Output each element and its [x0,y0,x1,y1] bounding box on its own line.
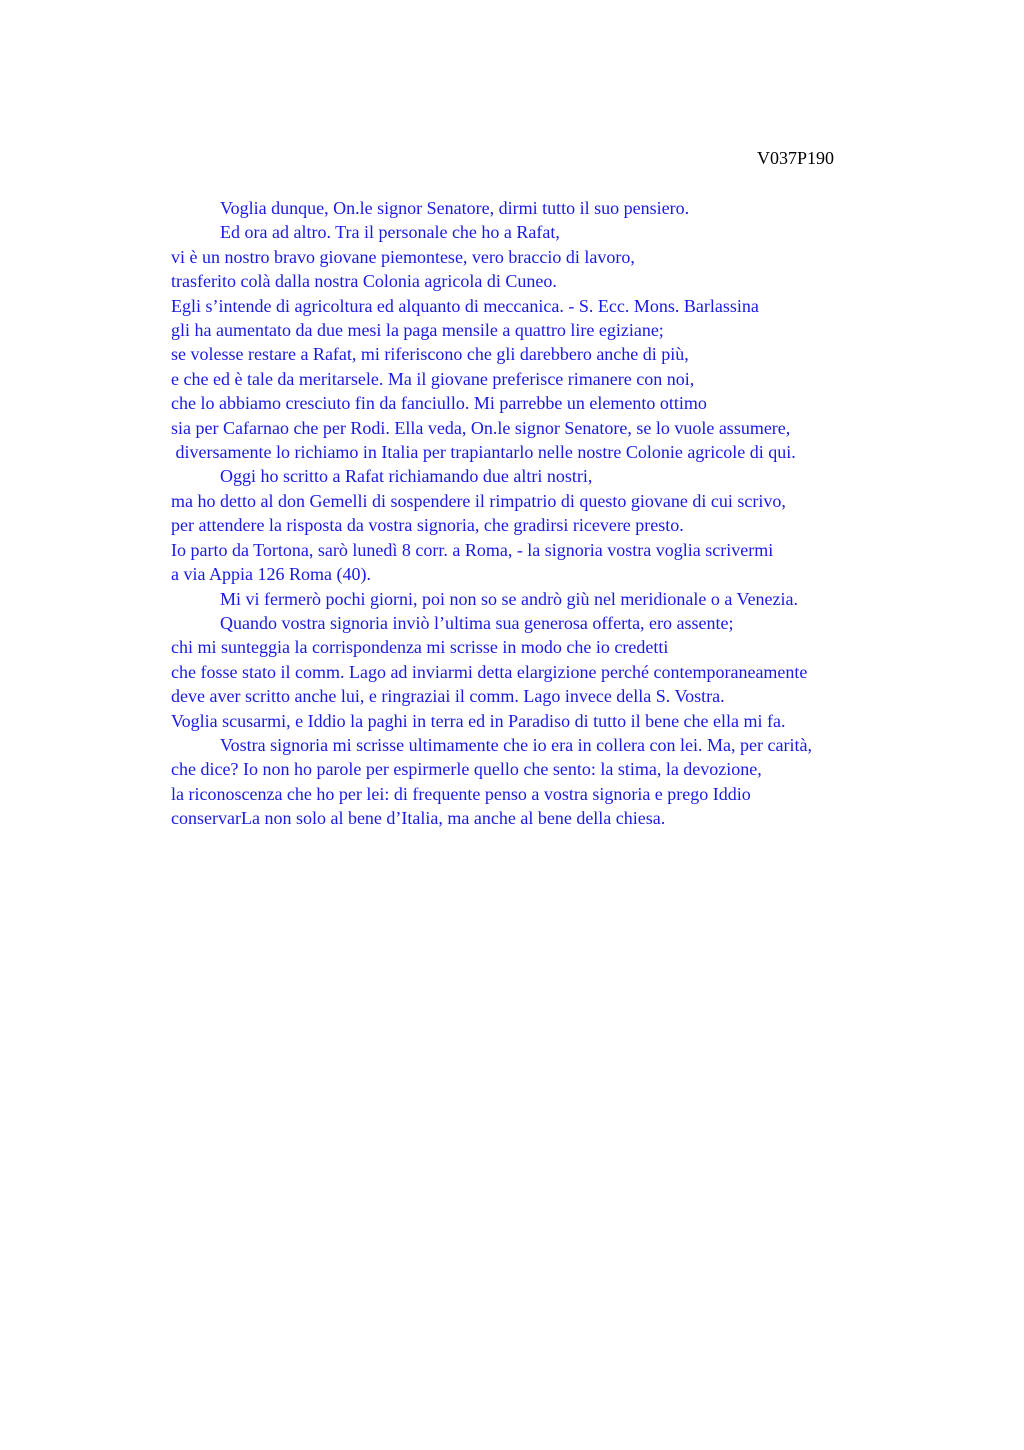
text-line: e che ed è tale da meritarsele. Ma il giovane preferisce rimanere con noi, [171,368,695,389]
text-line: conservarLa non solo al bene d’Italia, ma anche al bene della chiesa. [171,808,666,829]
text-line: per attendere la risposta da vostra signoria, che gradirsi ricevere presto. [171,515,684,536]
letter-body [171,196,931,831]
text-line: Io parto da Tortona, sarò lunedì 8 corr. a Roma, - la signoria vostra voglia scrivermi [171,539,774,560]
text-line: Mi vi fermerò pochi giorni, poi non so se andrò giù nel meridionale o a Venezia. [220,588,799,609]
text-line: vi è un nostro bravo giovane piemontese, vero braccio di lavoro, [171,246,635,267]
text-line: sia per Cafarnao che per Rodi. Ella veda, On.le signor Senatore, se lo vuole assumere, [171,417,791,438]
page-identifier: V037P190 [757,148,835,168]
text-line: Vostra signoria mi scrisse ultimamente che io era in collera con lei. Ma, per carità, [220,734,812,755]
text-line: a via Appia 126 Roma (40). [171,564,371,585]
text-line: Quando vostra signoria inviò l’ultima sua generosa offerta, ero assente; [220,612,734,633]
text-line: Voglia scusarmi, e Iddio la paghi in terra ed in Paradiso di tutto il bene che ella mi fa. [171,710,786,731]
text-line: che dice? Io non ho parole per espirmerle quello che sento: la stima, la devozione, [171,759,762,780]
text-line: la riconoscenza che ho per lei: di frequente penso a vostra signoria e prego Iddio [171,783,751,804]
text-line: se volesse restare a Rafat, mi riferiscono che gli darebbero anche di più, [171,344,689,365]
text-line: gli ha aumentato da due mesi la paga mensile a quattro lire egiziane; [171,320,664,341]
text-line: chi mi sunteggia la corrispondenza mi scrisse in modo che io credetti [171,637,669,658]
text-line: Oggi ho scritto a Rafat richiamando due altri nostri, [220,466,593,487]
text-line: deve aver scritto anche lui, e ringraziai il comm. Lago invece della S. Vostra. [171,686,725,707]
text-line: che fosse stato il comm. Lago ad inviarmi detta elargizione perché contemporaneamente [171,661,808,682]
text-line: diversamente lo richiamo in Italia per trapiantarlo nelle nostre Colonie agricole di qui. [171,442,796,463]
text-line: che lo abbiamo cresciuto fin da fanciullo. Mi parrebbe un elemento ottimo [171,393,707,414]
text-line: trasferito colà dalla nostra Colonia agricola di Cuneo. [171,271,557,292]
text-line: ma ho detto al don Gemelli di sospendere il rimpatrio di questo giovane di cui scrivo, [171,490,786,511]
text-line: Egli s’intende di agricoltura ed alquanto di meccanica. - S. Ecc. Mons. Barlassina [171,295,759,316]
text-line: Voglia dunque, On.le signor Senatore, dirmi tutto il suo pensiero. [220,198,690,218]
text-line: Ed ora ad altro. Tra il personale che ho a Rafat, [220,222,560,243]
